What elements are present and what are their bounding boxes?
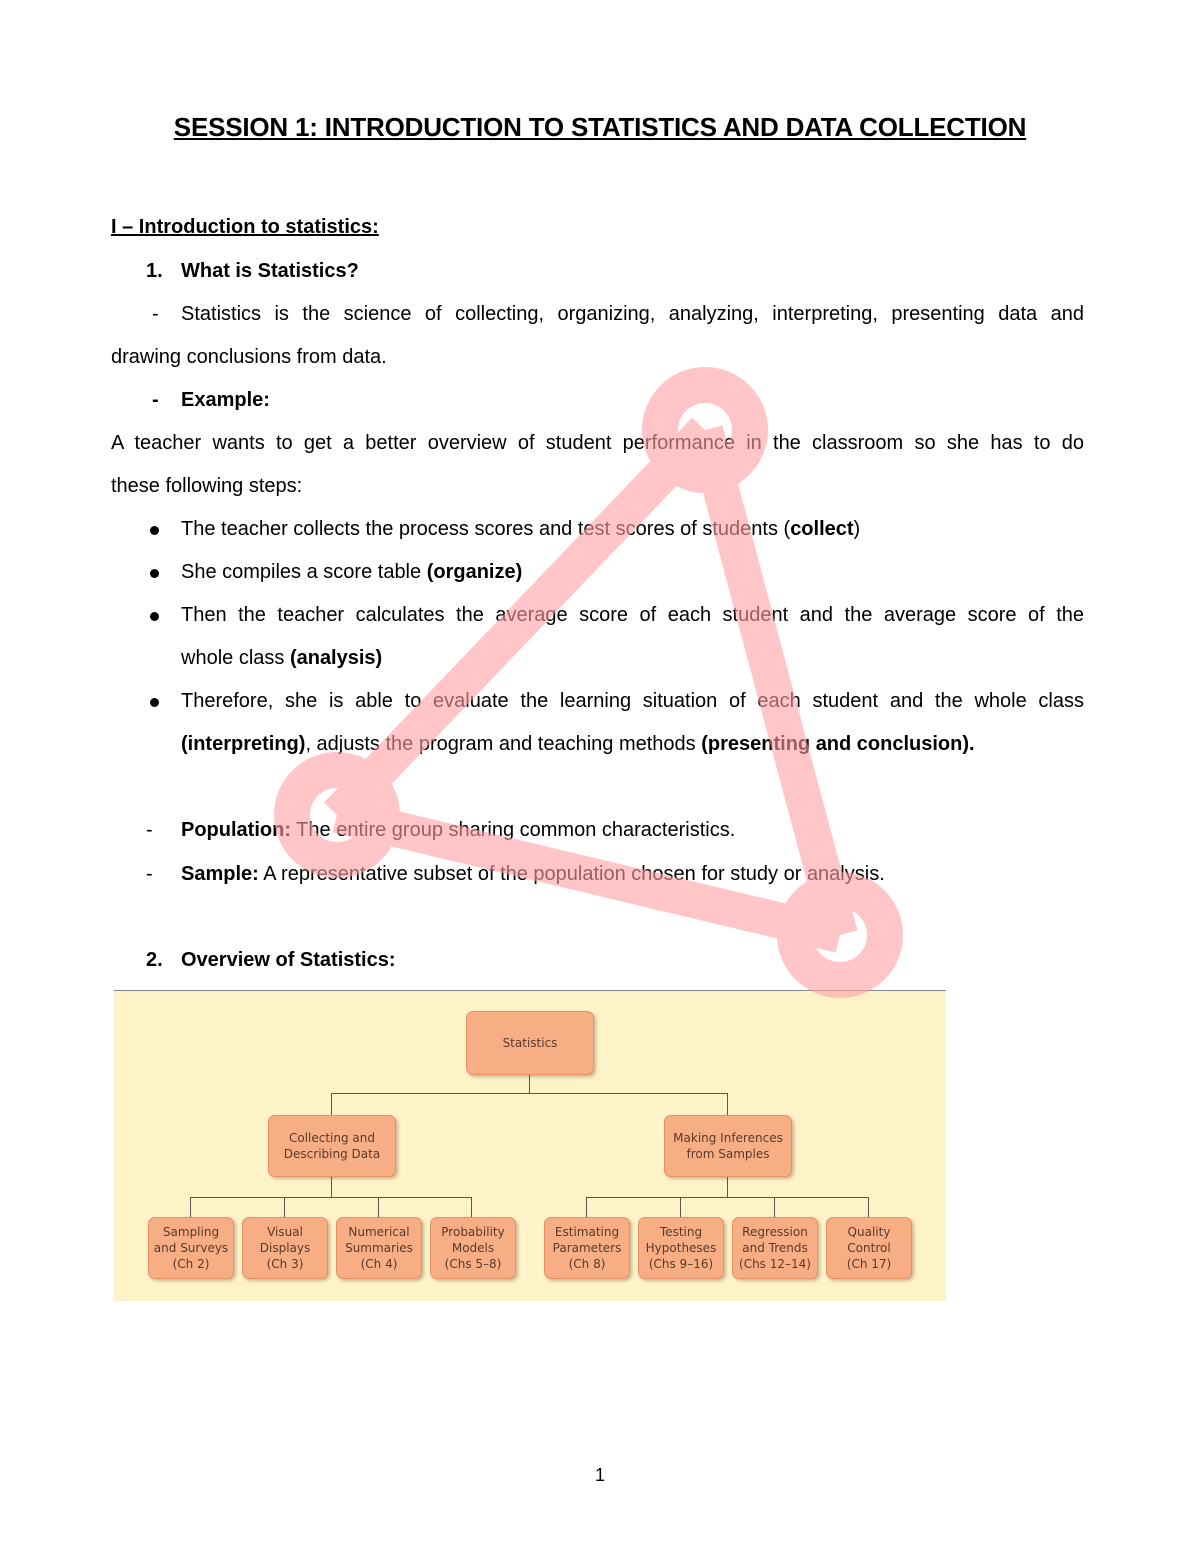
section-heading: I – Introduction to statistics: <box>111 216 379 238</box>
connector <box>680 1197 681 1217</box>
question-2-heading: Overview of Statistics: <box>181 949 396 971</box>
connector <box>331 1093 332 1115</box>
connector <box>190 1197 191 1217</box>
connector <box>331 1093 728 1094</box>
connector <box>727 1093 728 1115</box>
sample-label: Sample: <box>181 863 259 885</box>
sample-text: A representative subset of the population chosen for study or analysis. <box>258 863 885 885</box>
bullet-conclusion-bold: (presenting and conclusion). <box>701 733 975 755</box>
bullet-collect-bold: collect <box>790 518 854 540</box>
bullet-analysis-text: whole class <box>181 647 290 669</box>
bullet-organize <box>181 559 522 585</box>
connector <box>586 1197 587 1217</box>
node-quality-control: Quality Control (Ch 17) <box>826 1217 912 1279</box>
bullet-dot <box>150 526 159 535</box>
connector <box>774 1197 775 1217</box>
bullet-collect-end: ) <box>853 518 861 540</box>
question-number-2: 2. <box>146 949 163 971</box>
bullet-collect-text: The teacher collects the process scores and test scores of students ( <box>181 518 791 540</box>
example-label: Example: <box>181 389 270 411</box>
definition-dash: - <box>152 303 159 325</box>
bullet-analysis-bold: (analysis) <box>289 647 383 669</box>
bullet-interpreting-line-1: Therefore, she is able to evaluate the learning situation of each student and the whole class <box>181 690 1084 712</box>
node-probability-models: Probability Models (Chs 5–8) <box>430 1217 516 1279</box>
node-making-inferences: Making Inferences from Samples <box>664 1115 792 1177</box>
question-1-heading: What is Statistics? <box>181 260 359 282</box>
bullet-dot <box>150 612 159 621</box>
bullet-analysis-line-1: Then the teacher calculates the average score of each student and the average score of the <box>181 604 1084 626</box>
node-numerical-summaries: Numerical Summaries (Ch 4) <box>336 1217 422 1279</box>
connector <box>727 1177 728 1197</box>
population-definition <box>181 817 735 843</box>
example-line-2: these following steps: <box>111 475 303 497</box>
example-dash: - <box>152 389 159 411</box>
bullet-collect <box>181 516 860 542</box>
sample-definition <box>181 861 885 887</box>
connector <box>284 1197 285 1217</box>
statistics-overview-diagram <box>114 990 946 1301</box>
node-visual-displays: Visual Displays (Ch 3) <box>242 1217 328 1279</box>
definition-line-2: drawing conclusions from data. <box>111 346 387 368</box>
connector <box>331 1177 332 1197</box>
population-text: The entire group sharing common characteristics. <box>290 819 736 841</box>
bullet-dot <box>150 569 159 578</box>
bullet-organize-bold: (organize) <box>426 561 523 583</box>
bullet-interpreting-text: , adjusts the program and teaching methods <box>305 733 702 755</box>
node-sampling-surveys: Sampling and Surveys (Ch 2) <box>148 1217 234 1279</box>
population-dash: - <box>146 819 153 841</box>
sample-dash: - <box>146 863 153 885</box>
connector <box>868 1197 869 1217</box>
connector <box>529 1075 530 1093</box>
node-statistics: Statistics <box>466 1011 594 1075</box>
connector <box>378 1197 379 1217</box>
node-regression-trends: Regression and Trends (Chs 12–14) <box>732 1217 818 1279</box>
question-number-1: 1. <box>146 260 163 282</box>
node-collecting-describing: Collecting and Describing Data <box>268 1115 396 1177</box>
bullet-interpreting-line-2 <box>181 731 975 757</box>
population-label: Population: <box>181 819 291 841</box>
bullet-organize-text: She compiles a score table <box>181 561 427 583</box>
node-estimating-parameters: Estimating Parameters (Ch 8) <box>544 1217 630 1279</box>
example-line-1: A teacher wants to get a better overview of student performance in the classroom so she has to do <box>111 432 1084 454</box>
node-testing-hypotheses: Testing Hypotheses (Chs 9–16) <box>638 1217 724 1279</box>
bullet-dot <box>150 698 159 707</box>
connector <box>471 1197 472 1217</box>
page-title: SESSION 1: INTRODUCTION TO STATISTICS AND DATA COLLECTION <box>173 112 1027 142</box>
bullet-analysis-line-2 <box>181 645 382 671</box>
connector <box>190 1197 472 1198</box>
page-number: 1 <box>594 1465 605 1485</box>
bullet-interpreting-bold: (interpreting) <box>181 733 306 755</box>
definition-line-1: Statistics is the science of collecting, organizing, analyzing, interpreting, presenting data and <box>181 303 1084 325</box>
connector <box>586 1197 869 1198</box>
